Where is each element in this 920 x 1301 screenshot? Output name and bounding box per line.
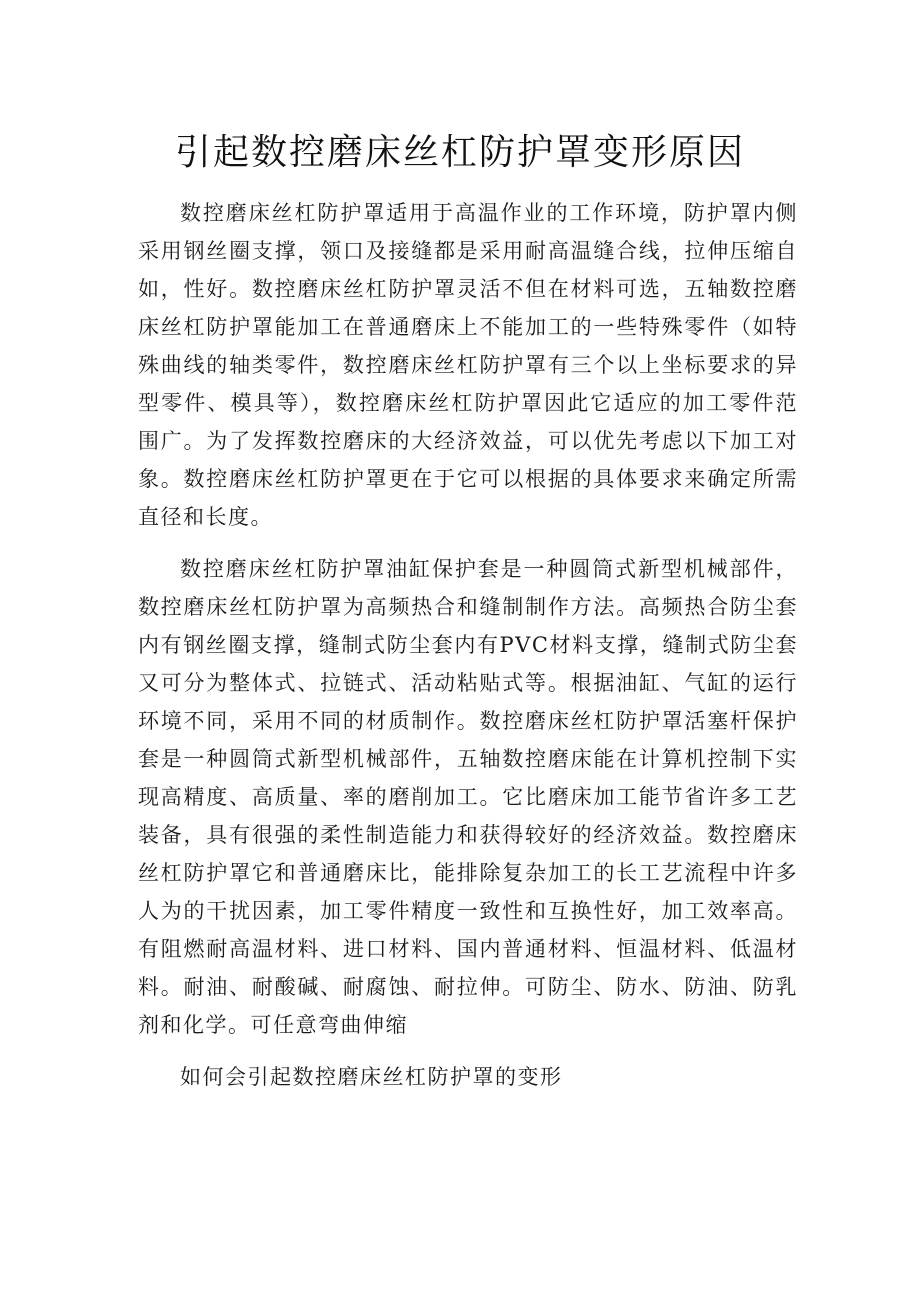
paragraph-1: 数控磨床丝杠防护罩适用于高温作业的工作环境，防护罩内侧采用钢丝圈支撑，领口及接缝都是采用耐高温缝合线，拉伸压缩自如，性好。数控磨床丝杠防护罩灵活不但在材料可选，五轴数控磨床丝杠防护罩能加工在普通磨床上不能加工的一些特殊零件（如特殊曲线的轴类零件，数控磨床丝杠防护罩有三个以上坐标要求的异型零件、模具等），数控磨床丝杠防护罩因此它适应的加工零件范围广。为了发挥数控磨床的大经济效益，可以优先考虑以下加工对象。数控磨床丝杠防护罩更在于它可以根据的具体要求来确定所需直径和长度。 — [138, 201, 798, 529]
document-title: 引起数控磨床丝杠防护罩变形原因 — [174, 132, 745, 173]
paragraph-2: 数控磨床丝杠防护罩油缸保护套是一种圆筒式新型机械部件，数控磨床丝杠防护罩为高频热合和缝制制作方法。高频热合防尘套内有钢丝圈支撑，缝制式防尘套内有PVC材料支撑，缝制式防尘套又可分为整体式、拉链式、活动粘贴式等。根据油缸、气缸的运行环境不同，采用不同的材质制作。数控磨床丝杠防护罩活塞杆保护套是一种圆筒式新型机械部件，五轴数控磨床能在计算机控制下实现高精度、高质量、率的磨削加工。它比磨床加工能节省许多工艺装备，具有很强的柔性制造能力和获得较好的经济效益。数控磨床丝杠防护罩它和普通磨床比，能排除复杂加工的长工艺流程中许多人为的干扰因素，加工零件精度一致性和互换性好，加工效率高。有阻燃耐高温材料、进口材料、国内普通材料、恒温材料、低温材料。耐油、耐酸碱、耐腐蚀、耐拉伸。可防尘、防水、防油、防乳剂和化学。可任意弯曲伸缩 — [138, 557, 798, 1037]
document-body — [138, 194, 798, 1110]
paragraph-3: 如何会引起数控磨床丝杠防护罩的变形 — [180, 1065, 563, 1089]
